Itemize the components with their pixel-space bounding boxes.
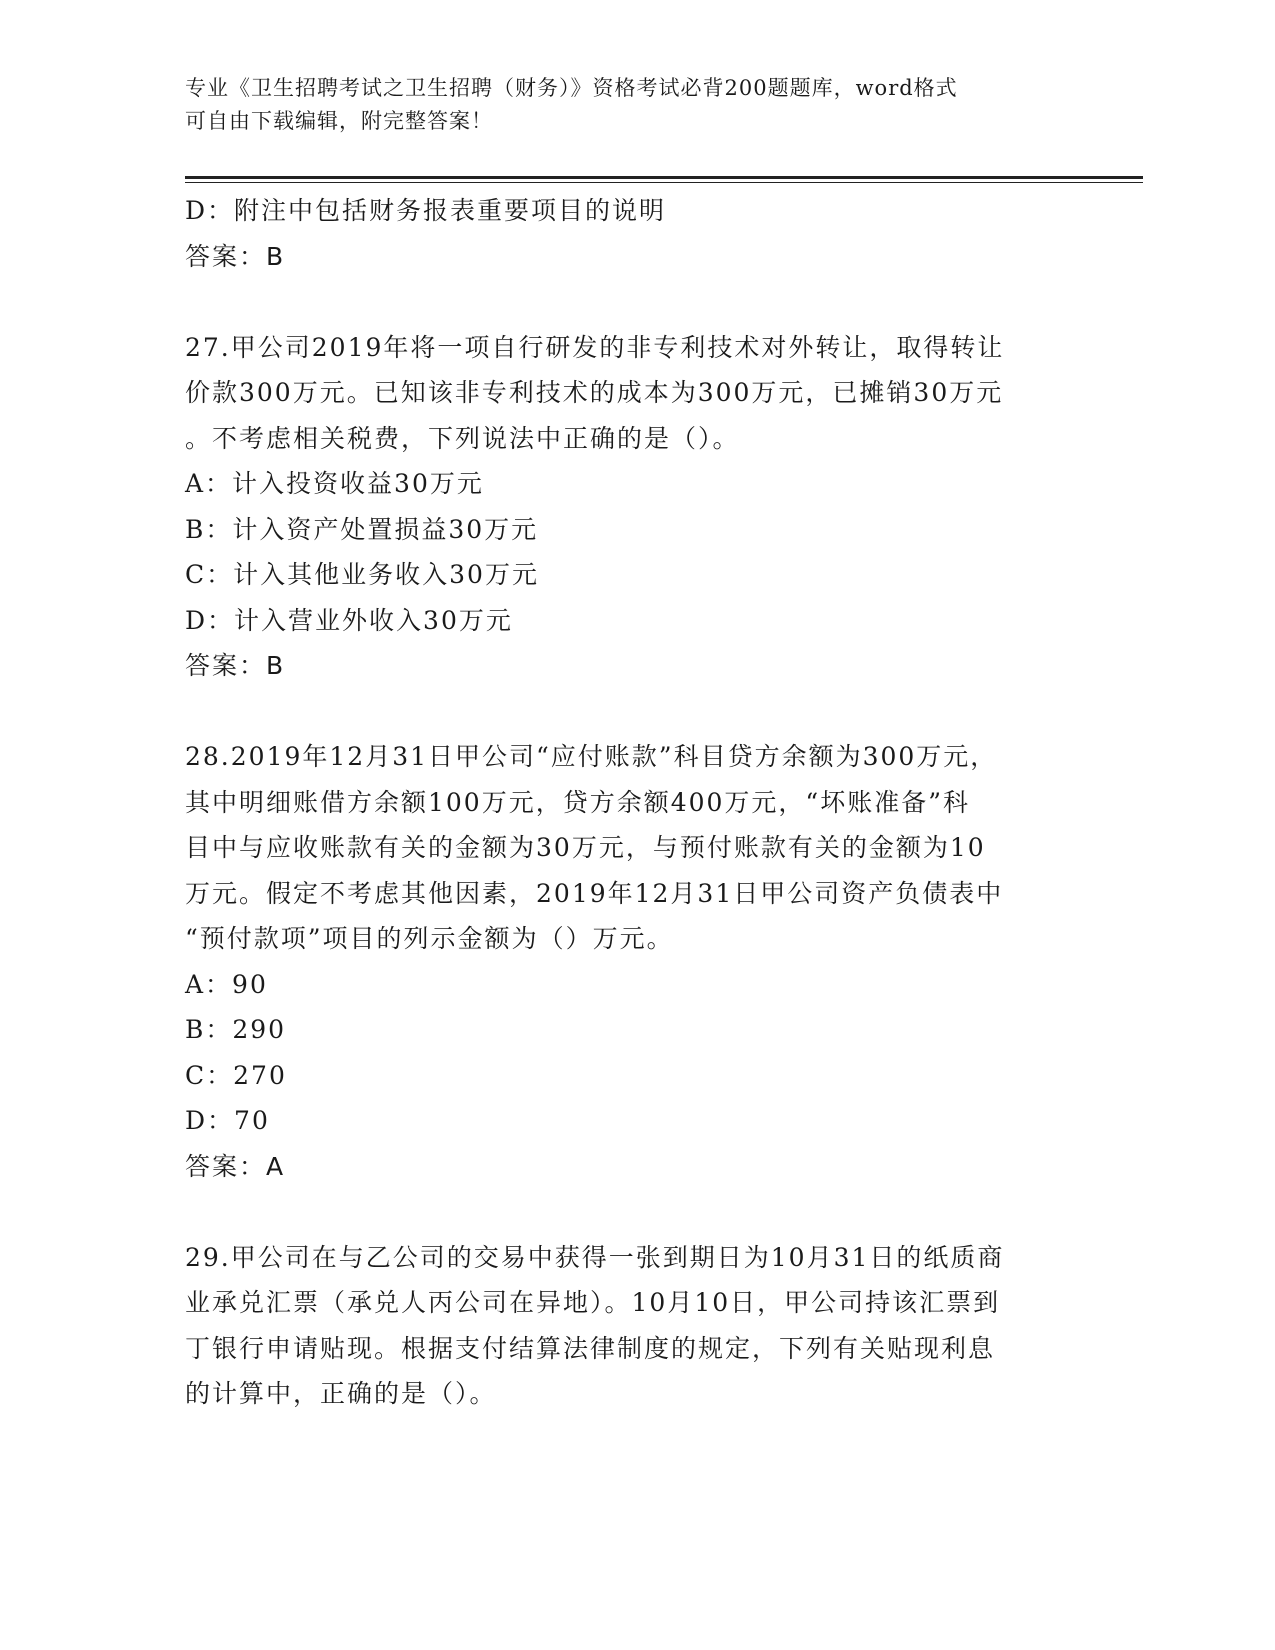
question-28-answer: 答案：A: [185, 1151, 286, 1181]
question-27-text-line: 价款300万元。已知该非专利技术的成本为300万元，已摊销30万元: [185, 378, 1004, 407]
question-28-text-line: “预付款项”项目的列示金额为（）万元。: [185, 924, 674, 953]
header-divider-thick: [185, 176, 1143, 179]
question-27-option-d: D：计入营业外收入30万元: [185, 605, 513, 635]
question-27-option-b: B：计入资产处置损益30万元: [185, 514, 539, 544]
question-27: [185, 325, 1085, 689]
question-27-text-line: 。不考虑相关税费，下列说法中正确的是（）。: [185, 423, 740, 453]
question-28-text-line: 万元。假定不考虑其他因素，2019年12月31日甲公司资产负债表中: [185, 878, 1004, 908]
prev-option-d: D：附注中包括财务报表重要项目的说明: [185, 196, 667, 225]
question-29-text-line: 业承兑汇票（承兑人丙公司在异地）。10月10日，甲公司持该汇票到: [185, 1288, 1001, 1317]
question-29: [185, 1235, 1085, 1417]
spacer: [185, 279, 1085, 325]
question-29-text-line: 丁银行申请贴现。根据支付结算法律制度的规定，下列有关贴现利息: [185, 1333, 996, 1363]
header-divider-thin: [185, 182, 1143, 183]
question-28-text-line: 目中与应收账款有关的金额为30万元，与预付账款有关的金额为10: [185, 833, 986, 862]
question-28-text-line: 其中明细账借方余额100万元，贷方余额400万元，“坏账准备”科: [185, 787, 970, 817]
document-header: [185, 72, 1085, 138]
question-28-option-b: B：290: [185, 1015, 287, 1044]
question-29-text-line: 29.甲公司在与乙公司的交易中获得一张到期日为10月31日的纸质商: [185, 1242, 1005, 1272]
question-29-text-line: 的计算中，正确的是（）。: [185, 1379, 497, 1408]
question-28-option-a: A：90: [185, 969, 268, 999]
question-27-option-c: C：计入其他业务收入30万元: [185, 560, 539, 589]
question-28-text-line: 28.2019年12月31日甲公司“应付账款”科目贷方余额为300万元，: [185, 742, 998, 771]
question-27-option-a: A：计入投资收益30万元: [185, 469, 484, 498]
question-28: [185, 734, 1085, 1189]
prev-answer: 答案：B: [185, 241, 286, 271]
question-27-answer: 答案：B: [185, 651, 286, 680]
header-title-line-1: 专业《卫生招聘考试之卫生招聘（财务）》资格考试必背200题题库，word格式: [185, 76, 958, 100]
spacer: [185, 689, 1085, 735]
document-body: [185, 188, 1085, 1417]
header-title-line-2: 可自由下载编辑，附完整答案！: [185, 109, 493, 133]
question-28-option-d: D：70: [185, 1106, 270, 1135]
question-27-text-line: 27.甲公司2019年将一项自行研发的非专利技术对外转让，取得转让: [185, 332, 1005, 362]
question-28-option-c: C：270: [185, 1060, 287, 1090]
spacer: [185, 1189, 1085, 1235]
